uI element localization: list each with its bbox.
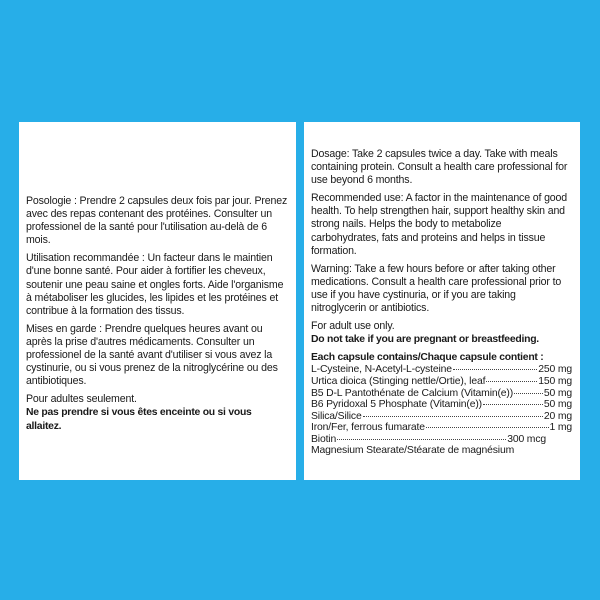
ingredient-name: B5 D-L Pantothénate de Calcium (Vitamin(e)) [311,387,514,399]
adult-notice-fr [26,393,288,432]
warning-text: Take a few hours before or after taking other medications. Consult a health care professional prior to use if you have cystinuria, or if you are taking nitroglycerin or antibiotics. [311,262,562,315]
leader-dots [337,439,506,440]
ingredient-amount: 20 mg [543,410,572,422]
ingredient-row [311,434,572,446]
utilisation-text: Un facteur dans le maintien d'une bonne santé. Pour aider à fortifier les cheveux, soutenir une peau saine et ongles forts. Aide l'organisme à métaboliser les glucides, les lipides et les protéines et contribue à la formation des tissus. [26,252,284,317]
adultes-seulement: Pour adultes seulement. [26,393,137,406]
pregnant-warning: Do not take if you are pregnant or breastfeeding. [311,334,539,346]
posologie-text: Prendre 2 capsules deux fois par jour. Prenez avec des repas contenant des protéines. Consulter un professionel de la santé pour l'utilisation au-delà de 6 mois. [26,195,288,247]
dosage-paragraph [311,148,572,187]
recommended-text: A factor in the maintenance of good health. To help strengthen hair, support healthy skin and strong nails. Helps the body to metabolize carbohydrates, fats and proteins and helps in tissue formation. [311,192,568,257]
ingredient-list [311,351,572,457]
leader-dots [363,416,543,417]
mises-en-garde-label: Mises en garde [26,322,97,335]
mises-en-garde-text: : Prendre quelques heures avant ou après la prise d'autres médicaments. Consulter un professionel de la santé avant d'utiliser si vous avez la cystinurie, ou si vous prenez de la nitroglycérine ou des antibiotiques. [26,322,278,388]
ingredient-name: B6 Pyridoxal 5 Phosphate (Vitamin(e)) [311,399,482,411]
warning-paragraph [311,263,572,315]
utilisation-label: Utilisation recommandée : [26,252,145,265]
ingredient-amount: 150 mg [538,375,572,387]
ingredient-row [311,422,572,434]
ingredient-name: Urtica dioica (Stinging nettle/Ortie), leaf [311,375,486,387]
utilisation-paragraph [26,252,288,317]
mises-en-garde-paragraph [26,323,288,388]
leader-dots [483,404,543,405]
ingredient-amount: 1 mg [549,422,572,434]
ingredient-amount: 50 mg [543,387,572,399]
leader-dots [453,369,537,370]
ingredient-row [311,411,572,423]
adult-notice-en [311,320,572,346]
recommended-paragraph [311,192,572,257]
warning-label: Warning: [311,262,352,275]
posologie-label: Posologie : [26,195,77,207]
ingredient-name: L-Cysteine, N-Acetyl-L-cysteine [311,364,452,376]
dosage-text: Take 2 capsules twice a day. Take with meals containing protein. Consult a health care professional for use beyond 6 months. [311,148,568,187]
ingredient-row [311,445,572,457]
ingredient-amount: 300 mcg [507,433,546,445]
ingredient-row [311,364,572,376]
leader-dots [514,393,543,394]
adult-use-only: For adult use only. [311,320,395,333]
english-label-panel [304,122,580,480]
ingredient-name: Silica/Silice [311,410,362,422]
ingredient-row [311,399,572,411]
posologie-paragraph [26,195,288,247]
french-label-panel [19,122,296,480]
ingredient-row [311,388,572,400]
ingredient-amount: 250 mg [538,364,572,376]
enceinte-warning: Ne pas prendre si vous êtes enceinte ou si vous allaitez. [26,407,252,432]
leader-dots [486,381,537,382]
recommended-label: Recommended use: [311,192,404,205]
ingredient-name: Iron/Fer, ferrous fumarate [311,422,425,434]
dosage-label: Dosage: [311,148,350,160]
ingredient-row [311,376,572,388]
ingredient-name: Magnesium Stearate/Stéarate de magnésium [311,445,515,457]
ingredient-amount: 50 mg [543,399,572,411]
leader-dots [426,427,549,428]
ingredient-list-title: Each capsule contains/Chaque capsule contient : [311,352,544,364]
ingredient-name: Biotin [311,433,337,445]
